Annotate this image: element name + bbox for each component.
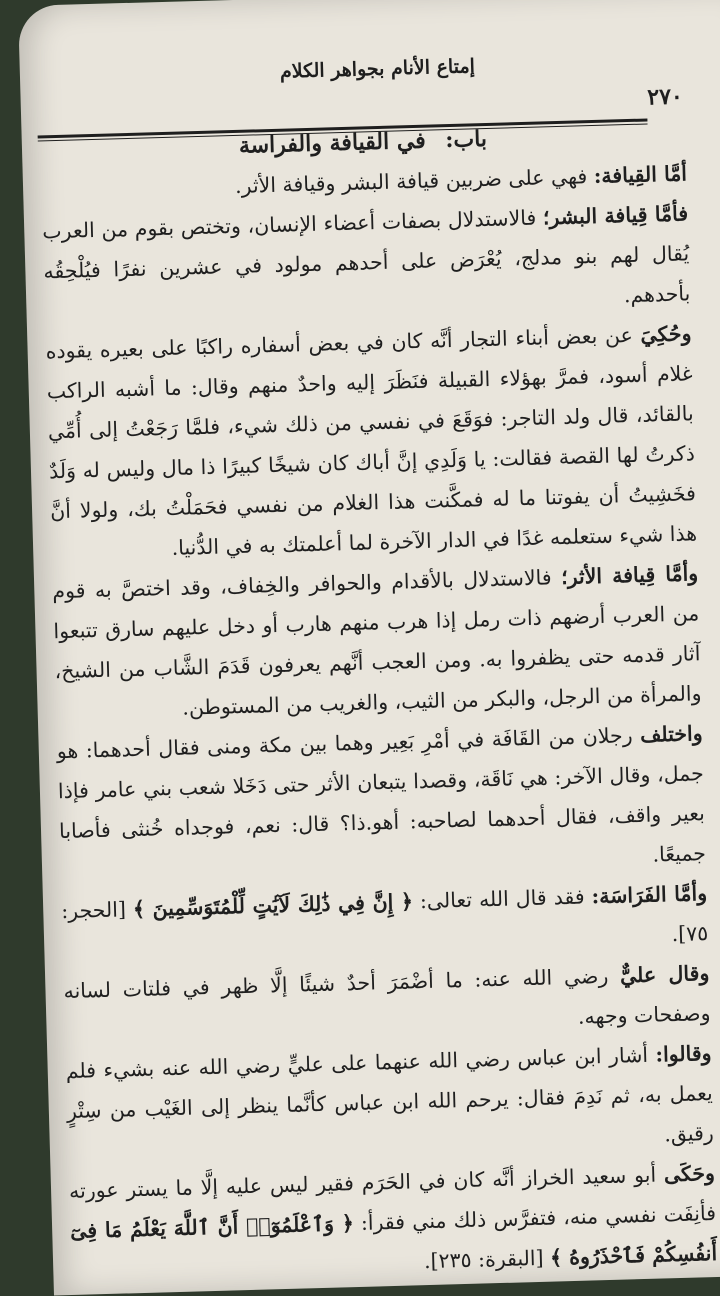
paragraph — [45, 313, 697, 571]
paragraph-lead: وأمَّا قِيافة الأثر؛ — [560, 561, 699, 590]
paragraph-lead: وحُكِيَ — [640, 321, 692, 347]
page-body — [40, 113, 718, 1291]
paragraph-text: رجلان من القَافَة في أمْرِ بَعِير وهما بين مكة ومنى فقال أحدهما: هو جمل، وقال الآخر: هي نَاقَة، وقصدا يتبعان الأثر حتى دَخَلا شعب بني عامر فإذا بعير واقف، فقال أحدهما لصاحبه: أهو.ذا؟ قال: نعم، فوجداه خُنثى فأصابا جميعًا. — [56, 722, 707, 867]
paragraph — [69, 1153, 718, 1291]
paragraph-text: فهي على ضربين قيافة البشر وقيافة الأثر. — [234, 163, 595, 199]
page-number: ٢٧٠ — [646, 83, 684, 111]
paragraph-lead: فأمَّا قِيافة البشر؛ — [542, 201, 689, 230]
book-page — [18, 0, 720, 1295]
chapter-title: في القيافة والفراسة — [238, 127, 427, 159]
chapter-lead: باب: — [444, 125, 488, 154]
paragraph-text: أشار ابن عباس رضي الله عنهما على عليٍّ رضي الله عنه بشيء فلم يعمل به، ثم نَدِمَ فقال: يرحم الله ابن عباس كأنَّما ينظر إلى الغَيْب من سِتْرٍ رقيق. — [65, 1042, 715, 1147]
paragraph — [65, 1033, 714, 1171]
paragraph-text: فالاستدلال بصفات أعضاء الإنسان، وتختص بقوم من العرب يُقال لهم بنو مدلج، يُعْرَض على أحدهم مولود في عشرين نفرًا فيُلْحِقُه بأحدهم. — [41, 205, 691, 308]
running-header — [19, 33, 710, 112]
book-title: إمتاع الأنام بجواهر الكلام — [279, 55, 476, 83]
paragraph-text: رضي الله عنه: ما أضْمَرَ أحدٌ شيئًا إلَّا ظهر في فلتات لسانه وصفحات وجهه. — [63, 963, 711, 1029]
paragraph-lead: وقال عليٌّ — [619, 961, 710, 988]
verse-reference: [البقرة: ٢٣٥]. — [423, 1245, 551, 1274]
paragraph-lead: واختلف — [639, 721, 703, 747]
paragraph-text: فالاستدلال بالأقدام والحوافر والخِفاف، وقد اختصَّ به قوم من العرب أرضهم ذات رمل إذا هرب منهم هارب أو دخل عليهم سارق تتبعوا آثار قدمه حتى يظفروا به. ومن العجب أنَّهم يعرفون قَدَمَ الشَّاب من الشيخ، والمرأة من الرجل، والبكر من الثيب، والغريب من المستوطن. — [52, 565, 702, 720]
paragraph-text: فقد قال الله تعالى: — [412, 884, 592, 914]
paragraph-text: عن بعض أبناء التجار أنَّه كان في بعض أسفاره راكبًا على بعيره يقوده غلام أسود، فمرَّ بهؤلاء القبيلة فنَظَرَ إليه واحدٌ منهم وقال: ما أشبه الراكب بالقائد، قال ولد التاجر: فوَقَعَ في نفسي من ذلك شيء، فلمَّا رَجَعْتُ إلى أُمِّي ذكرتُ لها القصة فقالت: يا وَلَدِي إنَّ أباك كان شيخًا كبيرًا ذا مال وليس له وَلَدٌ فخَشِيتُ أن يفوتنا ما له فمكَّنت هذا الغلام من نفسي فحَمَلْتُ بك، ولولا أنَّ هذا شيء ستعلمه غدًا في الدار الآخرة لما أعلمتك به في الدُّنيا. — [45, 322, 698, 560]
paragraph-lead: وأمَّا الفَرَاسَة: — [591, 881, 708, 909]
paragraph — [52, 553, 702, 731]
paragraph-lead: أمَّا القِيافة: — [593, 161, 688, 188]
paragraph-lead: وقالوا: — [655, 1041, 712, 1067]
paragraph — [42, 193, 691, 331]
verse-reference: [الحجر: ٧٥]. — [60, 897, 709, 947]
paragraph-lead: وحَكَى — [663, 1161, 716, 1187]
paragraph — [56, 713, 706, 891]
quran-verse: ﴿ إِنَّ فِي ذَٰلِكَ لَآيَٰتٍ لِّلْمُتَوَسِّمِينَ ﴾ — [132, 889, 414, 922]
quran-verse: ﴿ وَٱعْلَمُوٓا۟ أَنَّ ٱللَّهَ يَعْلَمُ مَا فِىٓ أَنفُسِكُمْ فَٱحْذَرُوهُ ﴾ — [69, 1211, 718, 1270]
paragraph-text: أبو سعيد الخراز أنَّه كان في الحَرَم فقير ليس عليه إلَّا ما يستر عورته فأنِفَت نفسي منه، فتفرَّس ذلك مني فقرأ: — [68, 1162, 717, 1236]
